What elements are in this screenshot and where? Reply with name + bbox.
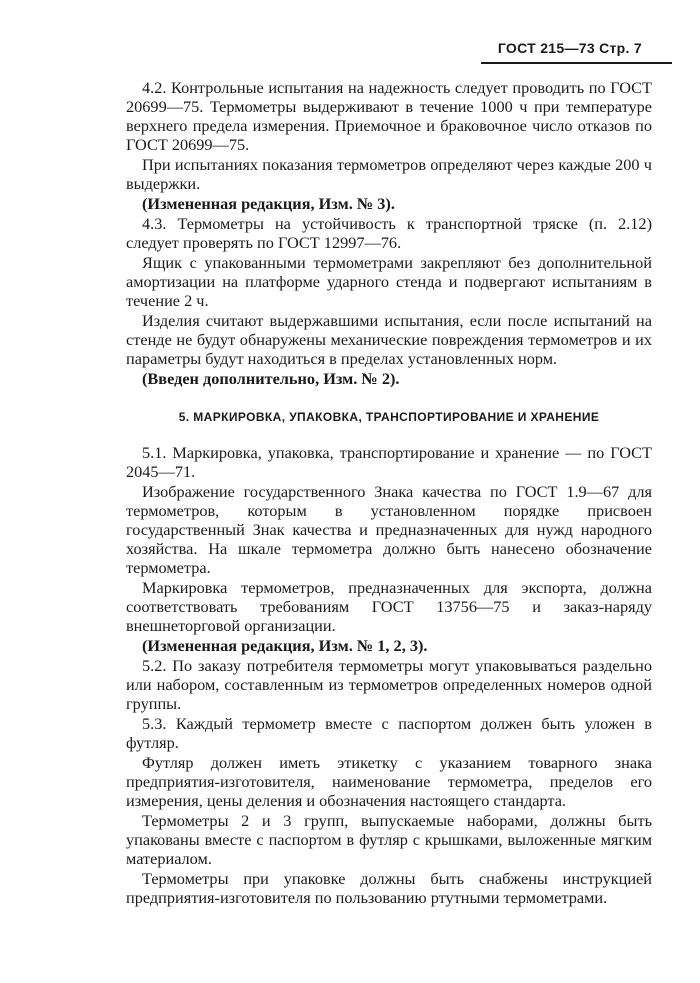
clause-5-1: 5.1. Маркировка, упаковка, транспортирование и хранение — по ГОСТ 2045—71. <box>126 443 652 481</box>
section-heading: 5. МАРКИРОВКА, УПАКОВКА, ТРАНСПОРТИРОВАНИЕ И ХРАНЕНИЕ <box>178 410 600 424</box>
paragraph: Ящик с упакованными термометрами закрепляют без дополнительной амортизации на платформе ударного стенда и подвергают испытаниям в течение 2 ч. <box>126 253 652 310</box>
clause-5-2: 5.2. По заказу потребителя термометры могут упаковываться раздельно или набором, составленным из термометров определенных номеров одной группы. <box>126 656 652 713</box>
paragraph: Изображение государственного Знака качества по ГОСТ 1.9—67 для термометров, которым в установленном порядке присвоен государственный Знак качества и предназначенных для нужд народного хозяйства. На шкале термометра должно быть нанесено обозначение термометра. <box>126 482 652 577</box>
paragraph: Термометры 2 и 3 групп, выпускаемые наборами, должны быть упакованы вместе с паспортом в футляр с крышками, выложенные мягким материалом. <box>126 811 652 868</box>
amendment-note: (Измененная редакция, Изм. № 1, 2, 3). <box>142 636 428 655</box>
paragraph: Футляр должен иметь этикетку с указанием товарного знака предприятия-изготовителя, наименование термометра, пределов его измерения, цены деления и обозначения настоящего стандарта. <box>126 753 652 810</box>
document-body <box>126 78 652 907</box>
paragraph: Термометры при упаковке должны быть снабжены инструкцией предприятия-изготовителя по пользованию ртутными термометрами. <box>126 869 652 907</box>
paragraph: Маркировка термометров, предназначенных для экспорта, должна соответствовать требованиям ГОСТ 13756—75 и заказ-наряду внешнеторговой организации. <box>126 578 652 635</box>
clause-4-3: 4.3. Термометры на устойчивость к транспортной тряске (п. 2.12) следует проверять по ГОСТ 12997—76. <box>126 214 652 252</box>
paragraph: При испытаниях показания термометров определяют через каждые 200 ч выдержки. <box>126 155 652 193</box>
paragraph: Изделия считают выдержавшими испытания, если после испытаний на стенде не будут обнаружены механические повреждения термометров и их параметры будут находиться в пределах установленных норм. <box>126 311 652 368</box>
amendment-note: (Введен дополнительно, Изм. № 2). <box>142 369 400 388</box>
running-header: ГОСТ 215—73 Стр. 7 <box>497 40 642 56</box>
clause-4-2: 4.2. Контрольные испытания на надежность следует проводить по ГОСТ 20699—75. Термометры выдерживают в течение 1000 ч при температуре верхнего предела измерения. Приемочное и браковочное число отказов по ГОСТ 20699—75. <box>126 78 652 154</box>
header-rule <box>481 62 672 64</box>
amendment-note: (Измененная редакция, Изм. № 3). <box>142 194 395 213</box>
clause-5-3: 5.3. Каждый термометр вместе с паспортом должен быть уложен в футляр. <box>126 714 652 752</box>
